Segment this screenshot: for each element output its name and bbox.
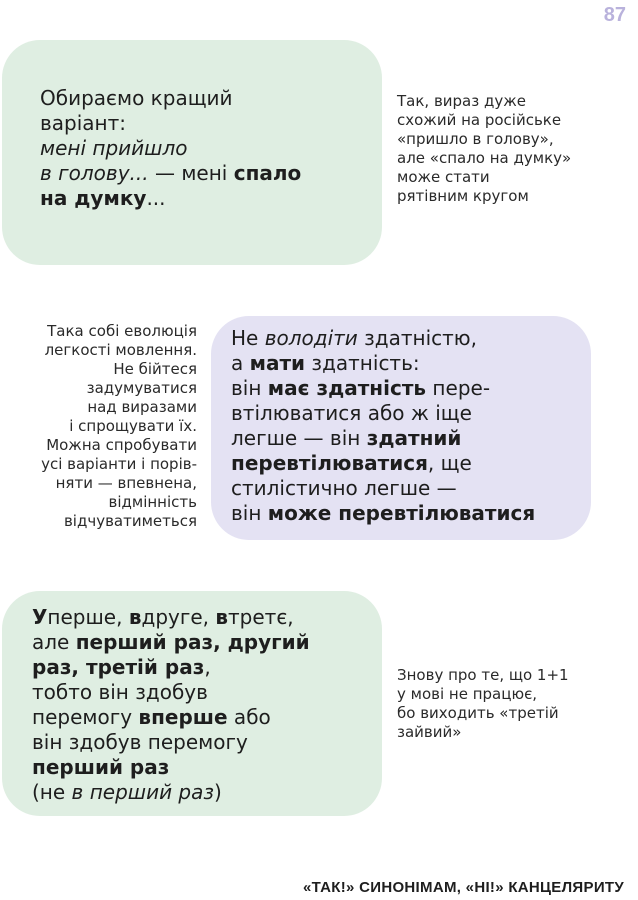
note-line: схожий на російське	[397, 111, 562, 129]
text-line: в голову... — мені спало	[40, 161, 302, 185]
text-line: раз, третій раз,	[32, 655, 211, 679]
note-line: може стати	[397, 168, 490, 186]
side-note-3	[397, 666, 622, 742]
text-line: стилістично легше —	[231, 476, 457, 500]
text-line: він може перевтілюватися	[231, 501, 536, 525]
text-line: перевтілюватися, ще	[231, 451, 472, 475]
note-line: бо виходить «третій	[397, 704, 559, 722]
note-line: але «спало на думку»	[397, 149, 572, 167]
text-line: легше — він здатний	[231, 426, 462, 450]
text-line: варіант:	[40, 111, 127, 135]
note-line: няти — впевнена,	[55, 474, 197, 492]
text-line: він має здатність пере-	[231, 376, 491, 400]
running-footer: «ТАК!» СИНОНІМАМ, «НІ!» КАНЦЕЛЯРИТУ	[302, 879, 624, 896]
text-line: втілюватися або ж іще	[231, 401, 472, 425]
side-note-1	[397, 92, 622, 206]
text-line: він здобув перемогу	[32, 730, 248, 754]
text-line: (не в перший раз)	[32, 780, 222, 804]
example-bubble-2	[211, 316, 591, 540]
note-line: і спрощувати їх.	[69, 417, 197, 435]
example-bubble-3	[2, 591, 382, 816]
text-line: Уперше, вдруге, втретє,	[32, 605, 294, 629]
note-line: «пришло в голову»,	[397, 130, 554, 148]
text-line: а мати здатність:	[231, 351, 420, 375]
page-number: 87	[603, 4, 626, 26]
note-line: Така собі еволюція	[47, 322, 197, 340]
text-line: мені прийшло	[40, 136, 188, 160]
text-line: перший раз	[32, 755, 170, 779]
text-line: на думку...	[40, 186, 166, 210]
note-line: зайвий»	[397, 723, 462, 741]
text-line: але перший раз, другий	[32, 630, 310, 654]
text-line: Обираємо кращий	[40, 86, 233, 110]
note-line: усі варіанти і порів-	[41, 455, 197, 473]
note-line: відчуватиметься	[63, 512, 197, 530]
text-line: Не володіти здатністю,	[231, 326, 477, 350]
note-line: відмінність	[108, 493, 197, 511]
side-note-2	[4, 322, 197, 531]
note-line: рятівним кругом	[397, 187, 529, 205]
note-line: Знову про те, що 1+1	[397, 666, 569, 684]
note-line: Можна спробувати	[46, 436, 197, 454]
note-line: Так, вираз дуже	[397, 92, 526, 110]
note-line: задумуватися	[86, 379, 197, 397]
example-bubble-1	[2, 40, 382, 265]
note-line: над виразами	[87, 398, 197, 416]
note-line: Не бійтеся	[113, 360, 197, 378]
note-line: легкості мовлення.	[44, 341, 197, 359]
text-line: перемогу вперше або	[32, 705, 271, 729]
note-line: у мові не працює,	[397, 685, 538, 703]
text-line: тобто він здобув	[32, 680, 208, 704]
